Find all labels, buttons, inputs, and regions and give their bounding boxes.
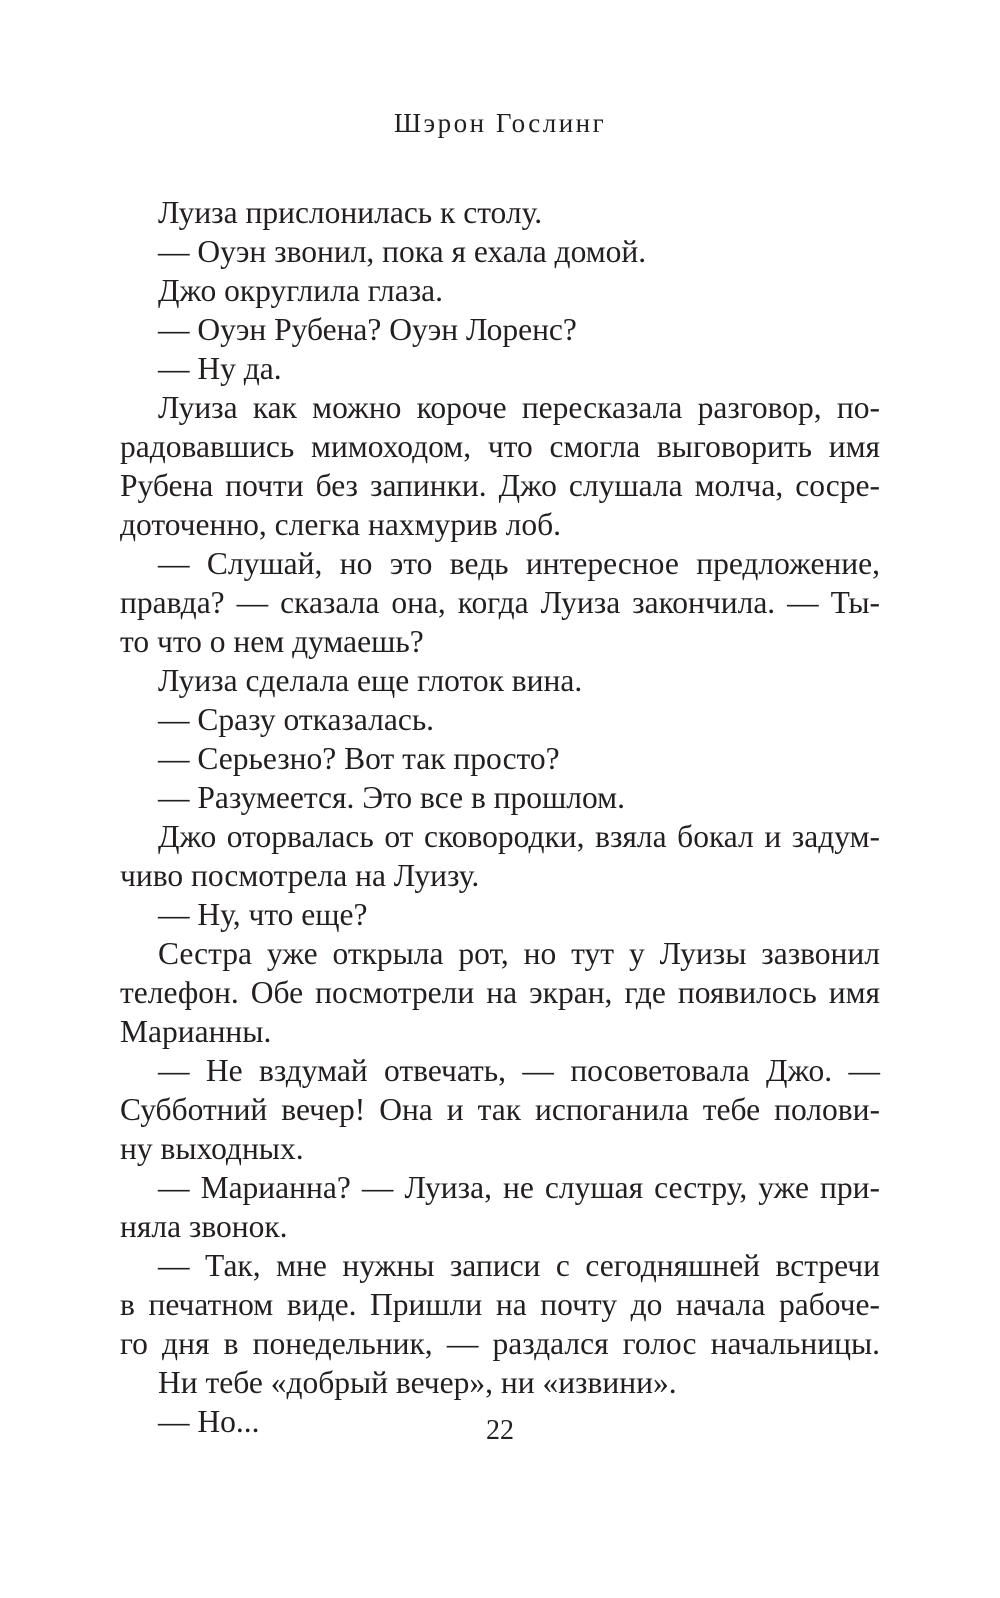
text-line: го дня в понедельник, — раздался голос начальницы. (120, 1326, 880, 1361)
text-line: Рубена почти без запинки. Джо слушала молча, сосре- (120, 468, 880, 503)
text-line: Луиза прислонилась к столу. (158, 195, 543, 230)
text-line: радовавшись мимоходом, что смогла выговорить имя (120, 429, 880, 464)
text-line: в печатном виде. Пришли на почту до начала рабоче- (120, 1287, 880, 1322)
text-line: няла звонок. (120, 1209, 288, 1244)
text-line: — Оуэн звонил, пока я ехала домой. (158, 234, 647, 269)
text-line: — Ну да. (158, 351, 282, 386)
text-line: — Слушай, но это ведь интересное предложение, (158, 546, 880, 581)
text-line: — Не вздумай отвечать, — посоветовала Джо. — (158, 1053, 880, 1088)
text-line: доточенно, слегка нахмурив лоб. (120, 507, 561, 542)
text-line: — Серьезно? Вот так просто? (158, 741, 560, 776)
running-header: Шэрон Гослинг (393, 108, 607, 138)
text-line: то что о нем думаешь? (120, 624, 424, 659)
text-line: Ни тебе «добрый вечер», ни «извини». (158, 1365, 677, 1400)
text-line: — Ну, что еще? (158, 897, 368, 932)
text-line: Марианны. (120, 1014, 272, 1049)
text-line: — Так, мне нужны записи с сегодняшней встречи (158, 1248, 880, 1283)
text-line: чиво посмотрела на Луизу. (120, 858, 480, 893)
page-number: 22 (486, 1415, 514, 1446)
text-line: — Марианна? — Луиза, не слушая сестру, уже при- (158, 1170, 880, 1205)
text-line: Субботний вечер! Она и так испоганила тебе полови- (120, 1092, 880, 1127)
text-line: — Сразу отказалась. (158, 702, 435, 737)
text-line: Луиза сделала еще глоток вина. (158, 663, 583, 698)
text-line: Луиза как можно короче пересказала разговор, по- (158, 390, 880, 425)
text-line: ну выходных. (120, 1131, 304, 1166)
text-line: Джо оторвалась от сковородки, взяла бокал и задум- (158, 819, 880, 854)
text-line: Сестра уже открыла рот, но тут у Луизы зазвонил (158, 936, 880, 971)
body-text (120, 193, 880, 1441)
text-line: правда? — сказала она, когда Луиза закончила. — Ты- (120, 585, 880, 620)
text-line: Джо округлила глаза. (158, 273, 444, 308)
text-line: — Но... (158, 1404, 260, 1439)
text-line: — Разумеется. Это все в прошлом. (158, 780, 625, 815)
text-line: — Оуэн Рубена? Оуэн Лоренс? (158, 312, 577, 347)
text-line: телефон. Обе посмотрели на экран, где появилось имя (120, 975, 880, 1010)
